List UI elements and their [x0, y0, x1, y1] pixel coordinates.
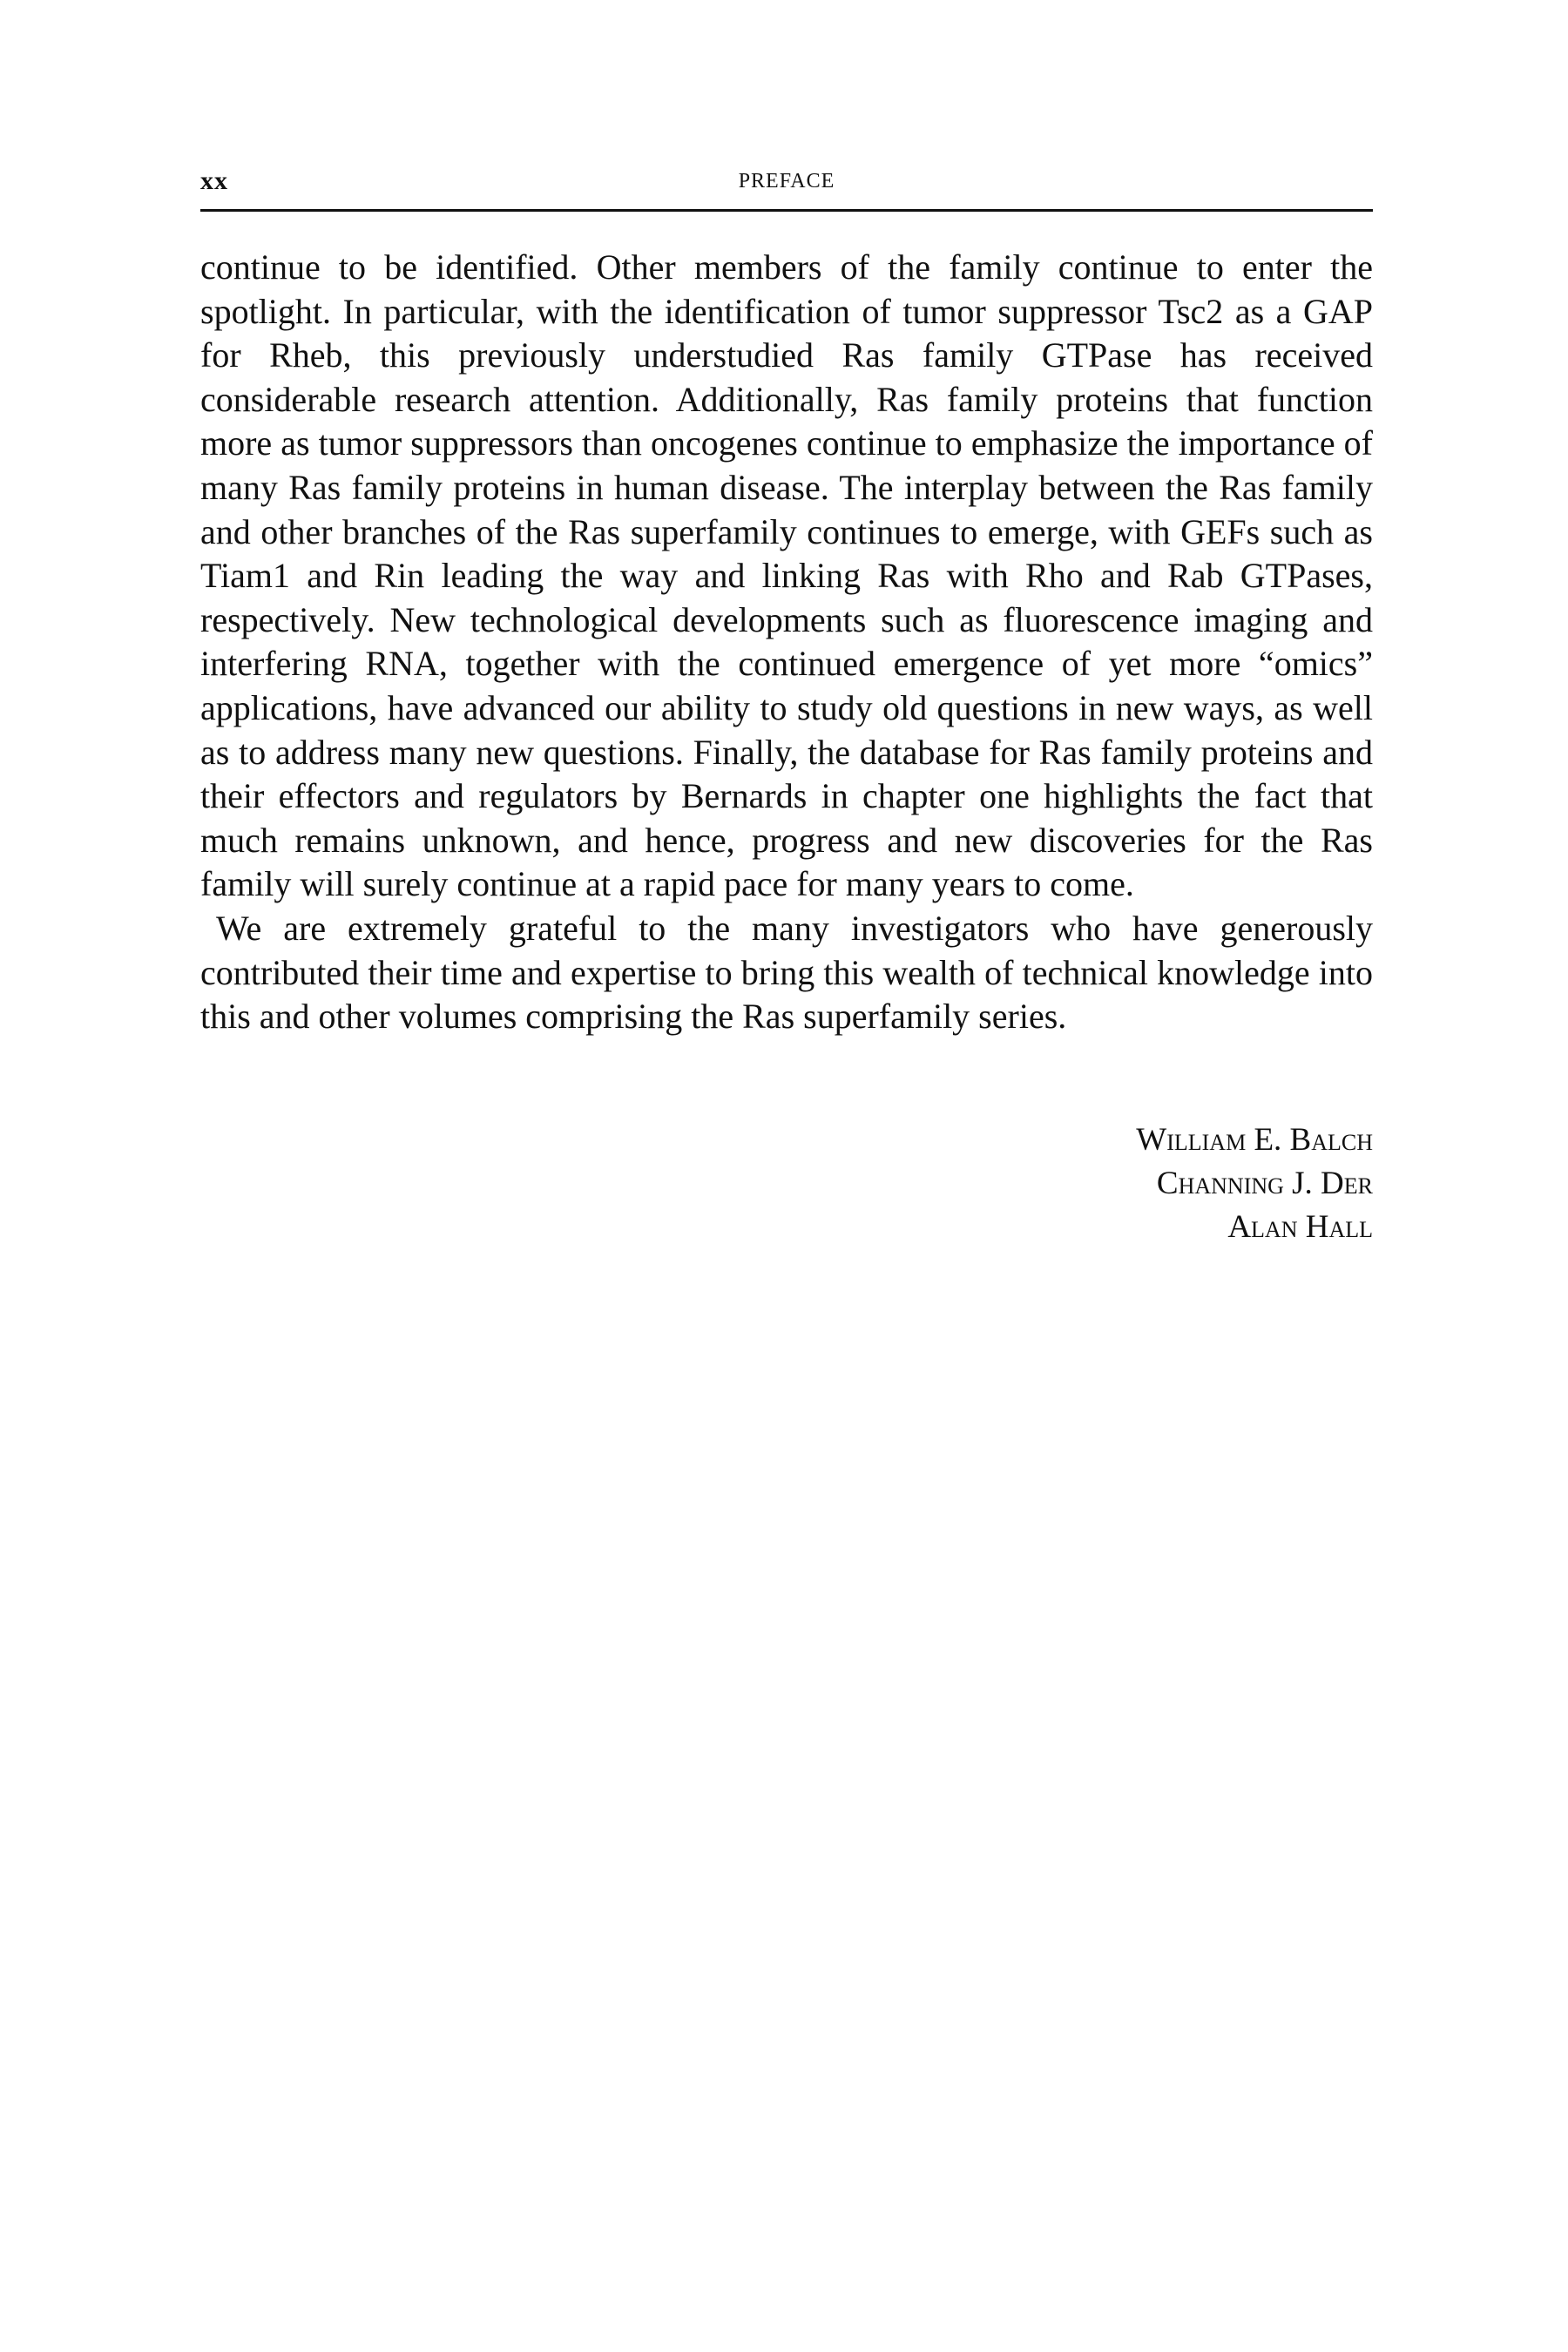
signature-block	[200, 1119, 1373, 1249]
page-number: xx	[200, 166, 228, 195]
signature-name: Alan Hall	[1227, 1209, 1373, 1245]
header-rule	[200, 209, 1373, 212]
signature-name: William E. Balch	[1136, 1122, 1373, 1158]
paragraph-acknowledgment: We are extremely grateful to the many investigators who have generously contributed their time and expertise to bring this wealth of technical knowledge into this and other volumes comprising the Ras superfamily series.	[200, 908, 1373, 1037]
running-header	[200, 164, 1373, 199]
running-title: PREFACE	[738, 170, 835, 193]
signature-name: Channing J. Der	[1156, 1166, 1373, 1201]
paragraph-continuation: continue to be identified. Other members of the family continue to enter the spotlight. In particular, with the identification of tumor suppressor Tsc2 as a GAP for Rheb, this previously understudied Ras family GTPase has received considerable research attention. Additionally, Ras family proteins that function more as tumor suppressors than oncogenes continue to emphasize the importance of many Ras family proteins in human disease. The interplay between the Ras family and other branches of the Ras superfamily continues to emerge, with GEFs such as Tiam1 and Rin leading the way and linking Ras with Rho and Rab GTPases, respectively. New technological developments such as fluorescence imaging and interfering RNA, together with the continued emergence of yet more “omics” applications, have advanced our ability to study old questions in new ways, as well as to address many new questions. Finally, the database for Ras family proteins and their effectors and regulators by Bernards in chapter one highlights the fact that much remains unknown, and hence, progress and new discoveries for the Ras family will surely continue at a rapid pace for many years to come.	[200, 247, 1373, 904]
preface-body	[200, 246, 1373, 1039]
